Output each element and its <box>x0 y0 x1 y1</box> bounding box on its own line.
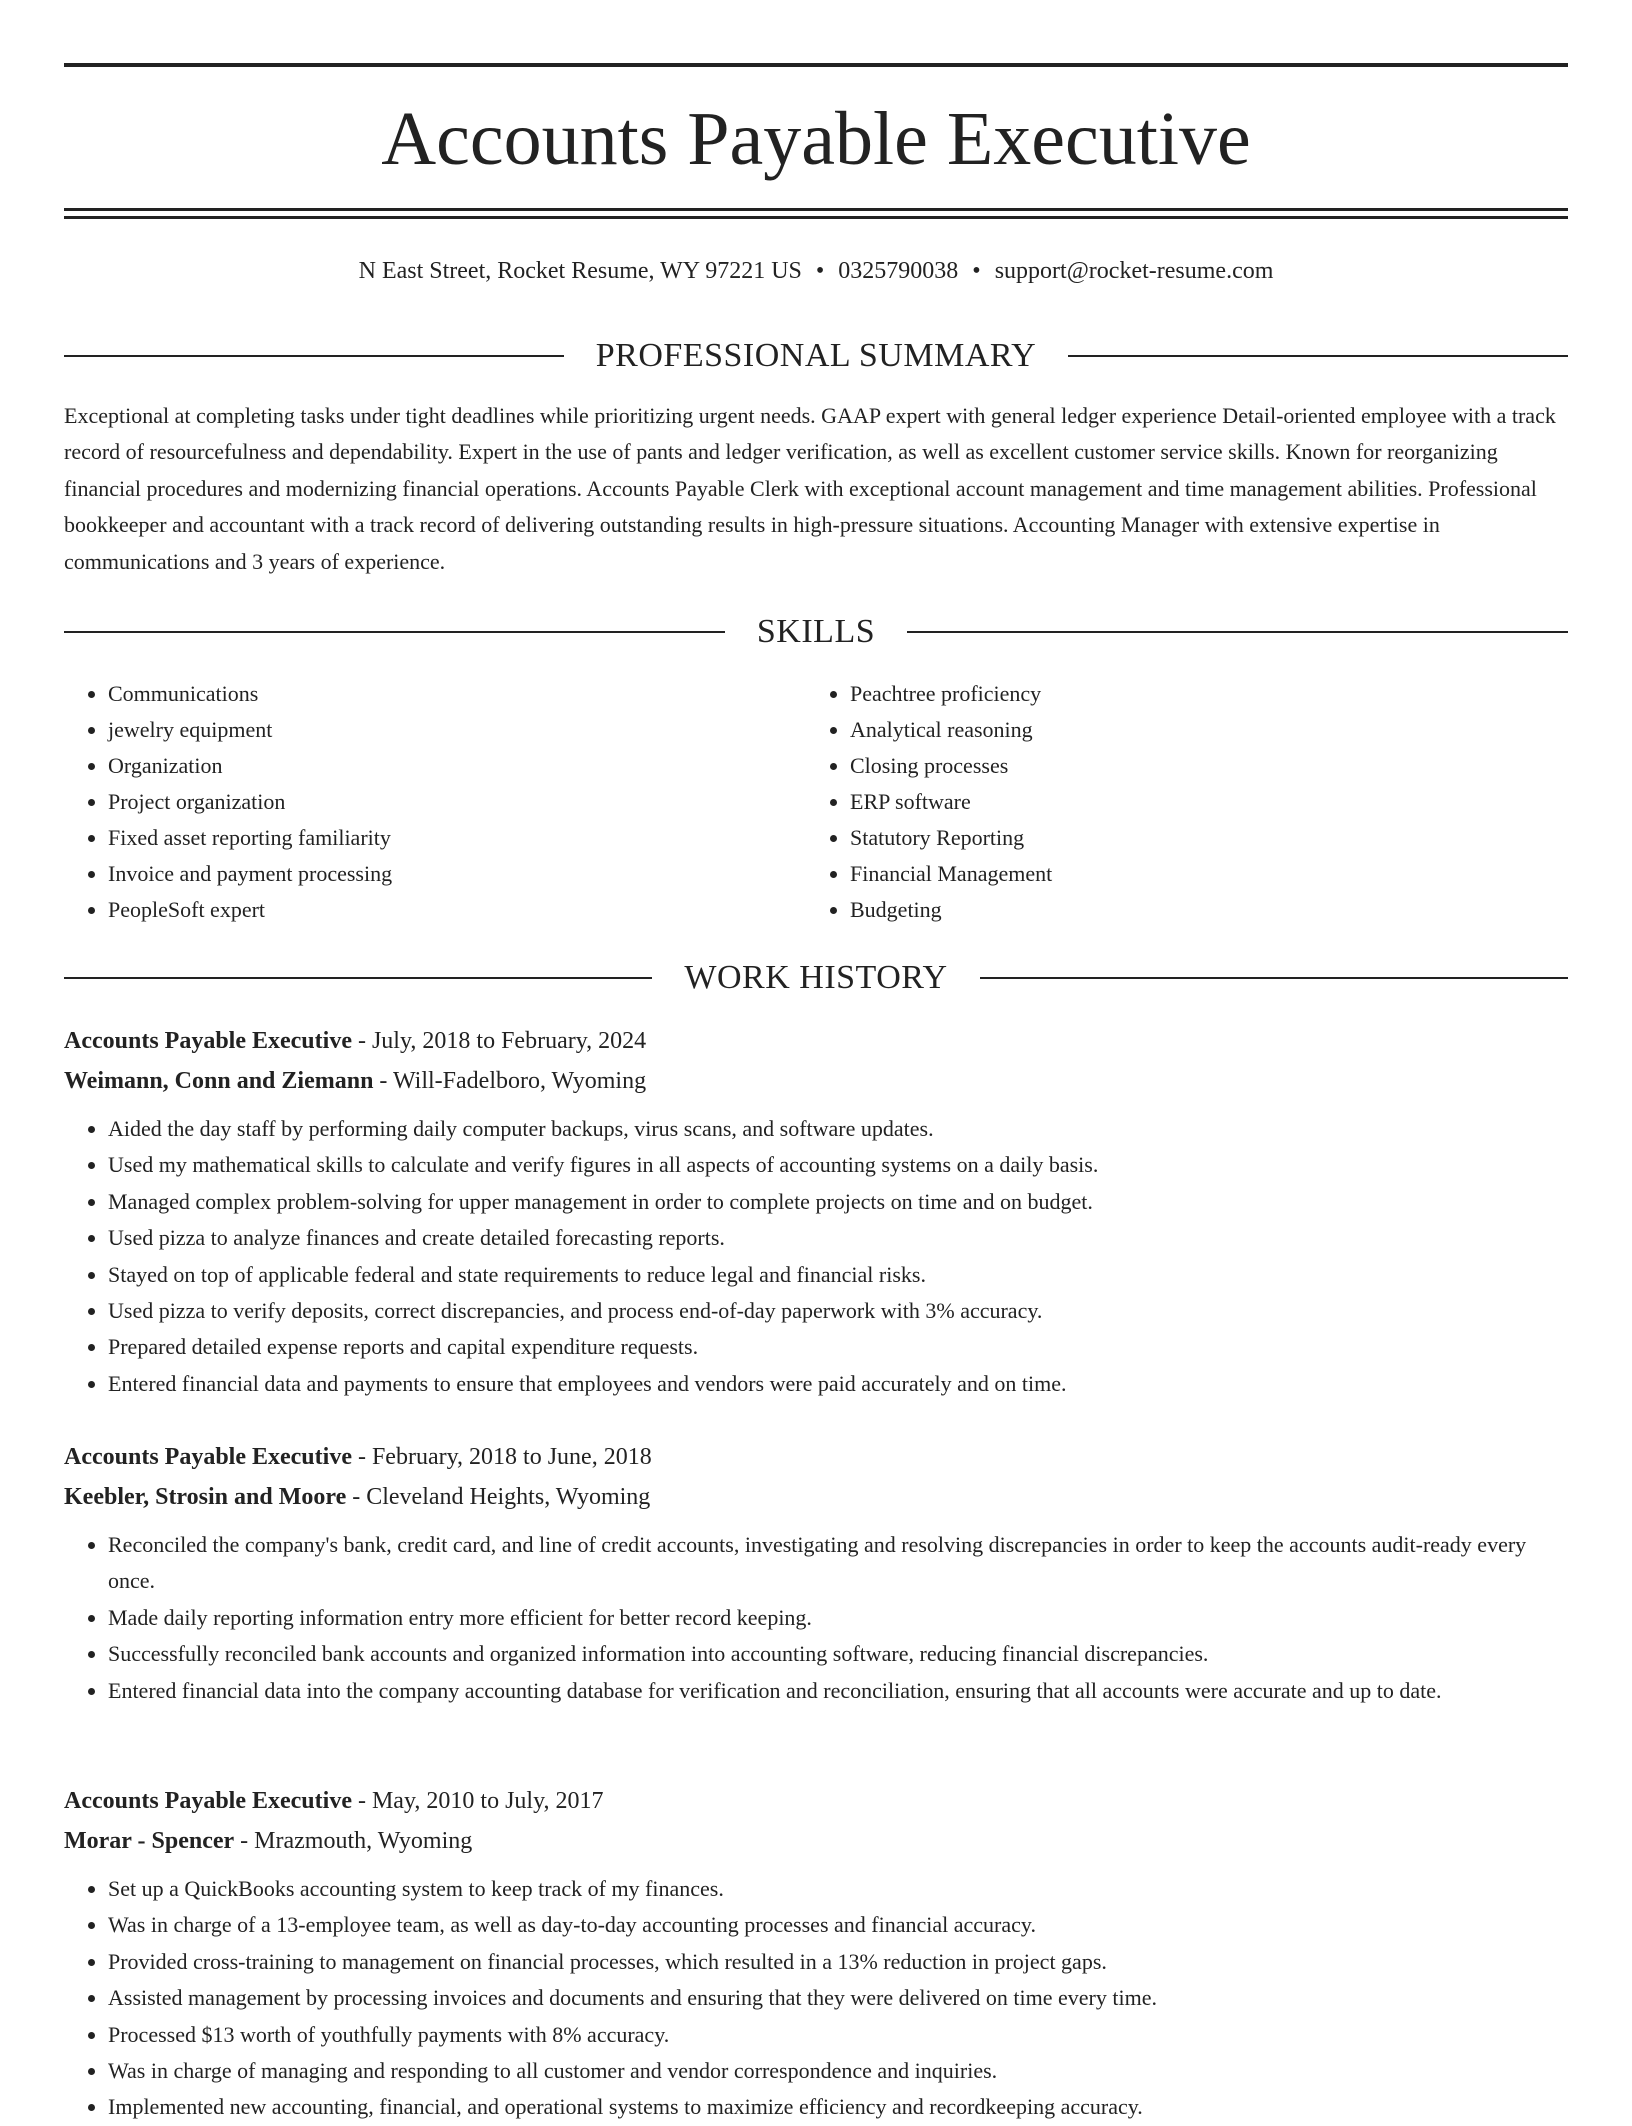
contact-address: N East Street, Rocket Resume, WY 97221 US <box>358 258 802 284</box>
job-location: - Mrazmouth, Wyoming <box>234 1828 473 1854</box>
job-location: - Cleveland Heights, Wyoming <box>346 1484 651 1510</box>
job-title: Accounts Payable Executive <box>64 1028 352 1054</box>
skill-item: • Fixed asset reporting familiarity <box>108 820 806 856</box>
job-bullet: • Assisted management by processing invoices and documents and ensuring that they were delivered on time every time. <box>108 1980 1568 2016</box>
skills-column-left <box>64 676 806 928</box>
job-bullet: • Used pizza to analyze finances and create detailed forecasting reports. <box>108 1220 1568 1256</box>
header-top-rule <box>64 63 1568 67</box>
job-bullet: • Used pizza to verify deposits, correct discrepancies, and process end-of-day paperwork with 3% accuracy. <box>108 1293 1568 1329</box>
work-section-title: WORK HISTORY <box>684 959 948 996</box>
job-title: Accounts Payable Executive <box>64 1444 352 1470</box>
job-title-line <box>64 1021 1568 1061</box>
job-bullet: • Set up a QuickBooks accounting system to keep track of my finances. <box>108 1871 1568 1907</box>
skill-item: • ERP software <box>850 784 1548 820</box>
section-rule-right <box>1068 355 1568 357</box>
contact-phone: 0325790038 <box>838 258 959 284</box>
job-bullet: • Reconciled the company's bank, credit card, and line of credit accounts, investigating and resolving discrepancies in order to keep the accounts audit-ready every once. <box>108 1527 1568 1600</box>
job-company-line <box>64 1061 1568 1101</box>
job-bullet: • Implemented new accounting, financial, and operational systems to maximize efficiency and recordkeeping accuracy. <box>108 2089 1568 2125</box>
job-bullet: • Made daily reporting information entry more efficient for better record keeping. <box>108 1600 1568 1636</box>
job-company: Morar - Spencer <box>64 1828 235 1854</box>
job-company-line <box>64 1477 1568 1517</box>
contact-separator: • <box>972 258 981 284</box>
summary-section-header <box>64 334 1568 378</box>
contact-line <box>64 254 1568 288</box>
job-dates: - February, 2018 to June, 2018 <box>351 1444 652 1470</box>
skill-item: • PeopleSoft expert <box>108 892 806 928</box>
job-bullet: • Aided the day staff by performing daily computer backups, virus scans, and software updates. <box>108 1111 1568 1147</box>
skill-item: • Statutory Reporting <box>850 820 1548 856</box>
candidate-name: Accounts Payable Executive <box>381 97 1251 181</box>
section-rule-left <box>64 355 564 357</box>
job-bullet: • Successfully reconciled bank accounts and organized information into accounting software, reducing financial discrepancies. <box>108 1636 1568 1672</box>
section-rule-left <box>64 977 652 979</box>
job-bullet: • Stayed on top of applicable federal and state requirements to reduce legal and financial risks. <box>108 1257 1568 1293</box>
job-entry <box>64 1021 1568 1402</box>
skills-section-title: SKILLS <box>756 613 876 650</box>
job-bullets <box>64 1871 1568 2126</box>
job-bullet: • Entered financial data and payments to ensure that employees and vendors were paid accurately and on time. <box>108 1366 1568 1402</box>
job-company: Weimann, Conn and Ziemann <box>64 1068 374 1094</box>
skill-item: • Financial Management <box>850 856 1548 892</box>
skill-item: • jewelry equipment <box>108 712 806 748</box>
contact-separator: • <box>815 258 825 284</box>
job-dates: - July, 2018 to February, 2024 <box>351 1028 647 1054</box>
job-title: Accounts Payable Executive <box>64 1788 352 1814</box>
job-bullet: • Was in charge of a 13-employee team, as well as day-to-day accounting processes and financial accuracy. <box>108 1907 1568 1943</box>
header-double-rule-lower <box>64 216 1568 219</box>
skill-item: • Organization <box>108 748 806 784</box>
job-location: - Will-Fadelboro, Wyoming <box>373 1068 647 1094</box>
skills-column-right <box>806 676 1548 928</box>
job-bullet: • Processed $13 worth of youthfully payments with 8% accuracy. <box>108 2017 1568 2053</box>
summary-section-title: PROFESSIONAL SUMMARY <box>595 337 1037 374</box>
job-title-line <box>64 1781 1568 1821</box>
skill-item: • Peachtree proficiency <box>850 676 1548 712</box>
job-entry <box>64 1437 1568 1709</box>
professional-summary-text: Exceptional at completing tasks under tight deadlines while prioritizing urgent needs. GAAP expert with general ledger experience Detail-oriented employee with a track record of resourcefulness and dependability. Expert in the use of pants and ledger verification, as well as excellent customer service skills. Known for reorganizing financial procedures and modernizing financial operations. Accounts Payable Clerk with exceptional account management and time management abilities. Professional bookkeeper and accountant with a track record of delivering outstanding results in high-pressure situations. Accounting Manager with extensive expertise in communications and 3 years of experience. <box>64 403 1556 574</box>
work-section-header <box>64 956 1568 1000</box>
job-bullet: • Entered financial data into the company accounting database for verification and reconciliation, ensuring that all accounts were accurate and up to date. <box>108 1673 1568 1709</box>
skill-item: • Communications <box>108 676 806 712</box>
section-rule-right <box>907 631 1568 633</box>
section-rule-right <box>980 977 1568 979</box>
skill-item: • Analytical reasoning <box>850 712 1548 748</box>
job-bullets <box>64 1111 1568 1402</box>
job-company-line <box>64 1821 1568 1861</box>
skill-item: • Invoice and payment processing <box>108 856 806 892</box>
job-dates: - May, 2010 to July, 2017 <box>351 1788 604 1814</box>
job-title-line <box>64 1437 1568 1477</box>
job-bullets <box>64 1527 1568 1709</box>
job-bullet: • Managed complex problem-solving for upper management in order to complete projects on time and on budget. <box>108 1184 1568 1220</box>
skills-list <box>64 676 1568 928</box>
skills-section-header <box>64 610 1568 654</box>
contact-email: support@rocket-resume.com <box>994 258 1274 284</box>
skill-item: • Project organization <box>108 784 806 820</box>
job-bullet: • Provided cross-training to management on financial processes, which resulted in a 13% reduction in project gaps. <box>108 1944 1568 1980</box>
skill-item: • Closing processes <box>850 748 1548 784</box>
job-entry <box>64 1781 1568 2126</box>
job-bullet: • Used my mathematical skills to calculate and verify figures in all aspects of accounting systems on a daily basis. <box>108 1147 1568 1183</box>
job-bullet: • Was in charge of managing and responding to all customer and vendor correspondence and inquiries. <box>108 2053 1568 2089</box>
job-bullet: • Prepared detailed expense reports and capital expenditure requests. <box>108 1329 1568 1365</box>
section-rule-left <box>64 631 725 633</box>
header-double-rule-upper <box>64 208 1568 211</box>
job-company: Keebler, Strosin and Moore <box>64 1484 347 1510</box>
skill-item: • Budgeting <box>850 892 1548 928</box>
